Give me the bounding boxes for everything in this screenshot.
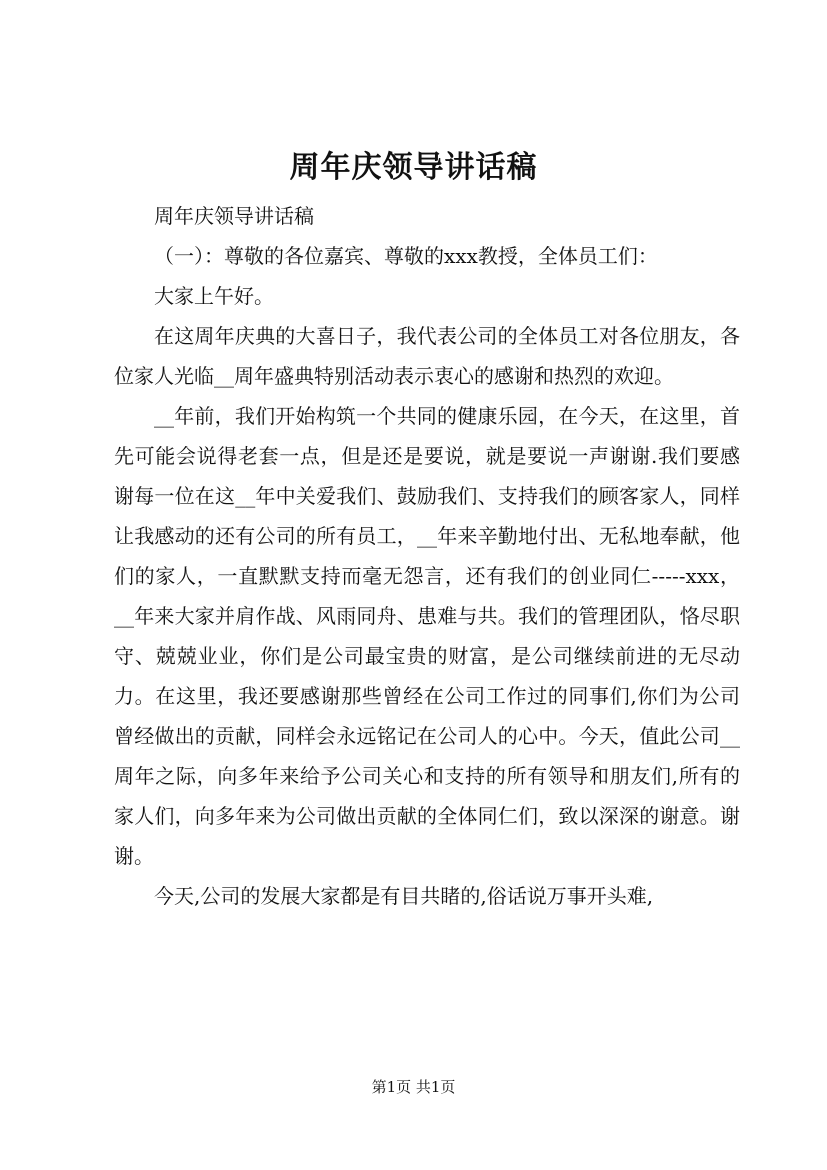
document-body	[114, 196, 740, 916]
paragraph-thanks: __年前，我们开始构筑一个共同的健康乐园，在今天，在这里，首先可能会说得老套一点，但是还是要说，就是要说一声谢谢.我们要感谢每一位在这__年中关爱我们、鼓励我们、支持我们的顾客家人，同样让我感动的还有公司的所有员工，__年来辛勤地付出、无私地奉献，他们的家人，一直默默支持而毫无怨言，还有我们的创业同仁-----xxx，__年来大家并肩作战、风雨同舟、患难与共。我们的管理团队，恪尽职守、兢兢业业，你们是公司最宝贵的财富，是公司继续前进的无尽动力。在这里，我还要感谢那些曾经在公司工作过的同事们,你们为公司曾经做出的贡献，同样会永远铭记在公司人的心中。今天，值此公司__周年之际，向多年来给予公司关心和支持的所有领导和朋友们,所有的家人们，向多年来为公司做出贡献的全体同仁们，致以深深的谢意。谢谢。	[114, 404, 740, 868]
paragraph-greeting: 大家上午好。	[154, 284, 274, 308]
document-title: 周年庆领导讲话稿	[289, 150, 538, 185]
paragraph-salutation: （一）：尊敬的各位嘉宾、尊敬的xxx教授，全体员工们：	[154, 244, 658, 268]
paragraph-welcome: 在这周年庆典的大喜日子，我代表公司的全体员工对各位朋友，各位家人光临__周年盛典特别活动表示衷心的感谢和热烈的欢迎。	[114, 324, 740, 388]
paragraph-development: 今天,公司的发展大家都是有目共睹的,俗话说万事开头难,	[154, 884, 654, 908]
page-footer: 第1页 共1页	[371, 1078, 456, 1096]
paragraph-subtitle: 周年庆领导讲话稿	[154, 204, 314, 228]
